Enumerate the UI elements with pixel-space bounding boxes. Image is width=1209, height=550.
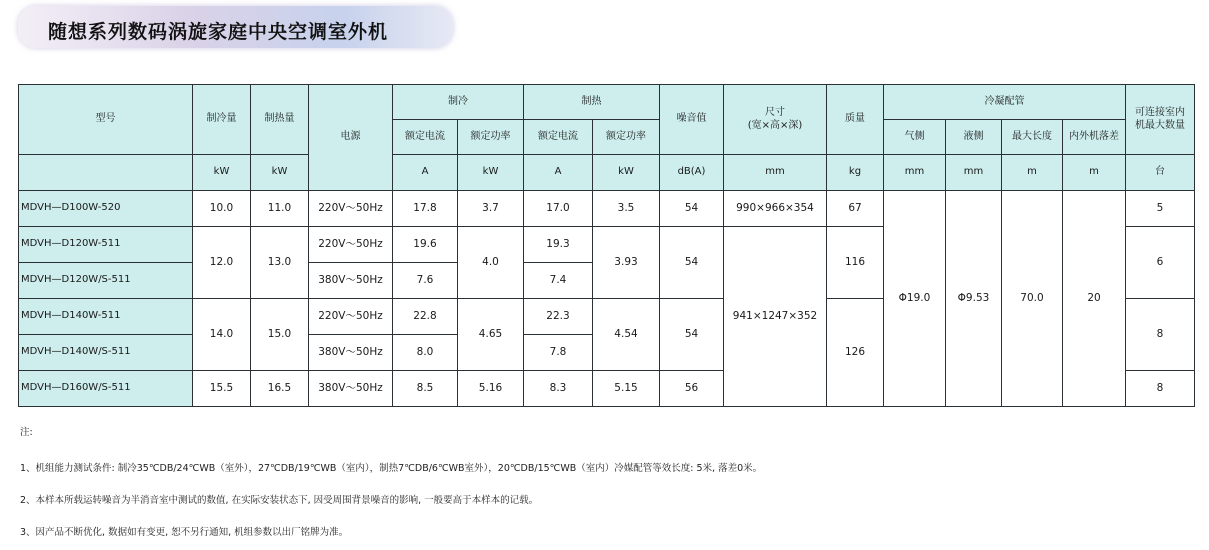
header-cooling-capacity: 制冷量 — [193, 85, 251, 155]
header-dimensions — [724, 85, 827, 155]
header-noise: 噪音值 — [660, 85, 724, 155]
model-cell: MDVH—D120W-511 — [19, 227, 193, 263]
header-gas-side: 气侧 — [884, 120, 946, 155]
header-cool-power: 额定功率 — [458, 120, 524, 155]
header-heating: 制热 — [524, 85, 660, 120]
header-cool-current: 额定电流 — [393, 120, 458, 155]
cool-power-cell: 5.16 — [458, 371, 524, 407]
dimensions-cell: 990×966×354 — [724, 191, 827, 227]
power-cell: 220V～50Hz — [309, 299, 393, 335]
header-height-drop: 内外机落差 — [1063, 120, 1126, 155]
cooling-capacity-cell: 15.5 — [193, 371, 251, 407]
cool-current-cell: 22.8 — [393, 299, 458, 335]
weight-cell: 126 — [827, 299, 884, 407]
notes-label: 注: — [20, 427, 33, 438]
header-power: 电源 — [309, 85, 393, 191]
unit-weight: kg — [827, 155, 884, 191]
indoor-count-cell: 8 — [1126, 299, 1195, 371]
spec-table — [18, 84, 1195, 407]
heat-power-cell: 3.93 — [593, 227, 660, 299]
model-cell: MDVH—D120W/S-511 — [19, 263, 193, 299]
indoor-count-cell: 6 — [1126, 227, 1195, 299]
model-cell: MDVH—D140W-511 — [19, 299, 193, 335]
gas-side-cell: Φ19.0 — [884, 191, 946, 407]
header-cooling: 制冷 — [393, 85, 524, 120]
unit-model-blank — [19, 155, 193, 191]
heating-capacity-cell: 11.0 — [251, 191, 309, 227]
noise-cell: 54 — [660, 191, 724, 227]
note-1: 1、机组能力测试条件: 制冷35℃DB/24℃WB（室外），27℃DB/19℃WB（室内），制热7℃DB/6℃WB室外），20℃DB/15℃WB（室内）冷媒配管等效长度: 5米, 落差0米。 — [20, 463, 763, 474]
cool-current-cell: 19.6 — [393, 227, 458, 263]
heat-current-cell: 22.3 — [524, 299, 593, 335]
unit-drop: m — [1063, 155, 1126, 191]
unit-heating-capacity: kW — [251, 155, 309, 191]
header-piping: 冷凝配管 — [884, 85, 1126, 120]
header-heating-capacity: 制热量 — [251, 85, 309, 155]
model-cell: MDVH—D140W/S-511 — [19, 335, 193, 371]
header-model: 型号 — [19, 85, 193, 155]
heating-capacity-cell: 16.5 — [251, 371, 309, 407]
heating-capacity-cell: 15.0 — [251, 299, 309, 371]
power-cell: 220V～50Hz — [309, 227, 393, 263]
heat-power-cell: 5.15 — [593, 371, 660, 407]
header-max-length: 最大长度 — [1002, 120, 1063, 155]
cooling-capacity-cell: 10.0 — [193, 191, 251, 227]
power-cell: 380V～50Hz — [309, 371, 393, 407]
heat-current-cell: 7.8 — [524, 335, 593, 371]
header-weight: 质量 — [827, 85, 884, 155]
unit-cool-current: A — [393, 155, 458, 191]
unit-max-length: m — [1002, 155, 1063, 191]
indoor-count-cell: 5 — [1126, 191, 1195, 227]
heat-current-cell: 7.4 — [524, 263, 593, 299]
header-liquid-side: 液侧 — [946, 120, 1002, 155]
unit-cooling-capacity: kW — [193, 155, 251, 191]
indoor-count-cell: 8 — [1126, 371, 1195, 407]
note-2: 2、本样本所载运转噪音为半消音室中测试的数值, 在实际安装状态下, 因受周围背景噪音的影响, 一般要高于本样本的记载。 — [20, 495, 539, 506]
noise-cell: 54 — [660, 299, 724, 371]
liquid-side-cell: Φ9.53 — [946, 191, 1002, 407]
weight-cell: 67 — [827, 191, 884, 227]
heat-current-cell: 8.3 — [524, 371, 593, 407]
cool-power-cell: 4.0 — [458, 227, 524, 299]
cool-current-cell: 8.5 — [393, 371, 458, 407]
cool-current-cell: 17.8 — [393, 191, 458, 227]
unit-heat-power: kW — [593, 155, 660, 191]
header-max-indoor-line2: 机最大数量 — [1135, 119, 1185, 131]
unit-gas: mm — [884, 155, 946, 191]
noise-cell: 54 — [660, 227, 724, 299]
header-max-indoor — [1126, 85, 1195, 155]
unit-heat-current: A — [524, 155, 593, 191]
cooling-capacity-cell: 12.0 — [193, 227, 251, 299]
header-dimensions-line1: 尺寸 — [765, 107, 785, 118]
cool-power-cell: 4.65 — [458, 299, 524, 371]
max-length-cell: 70.0 — [1002, 191, 1063, 407]
heat-current-cell: 17.0 — [524, 191, 593, 227]
model-cell: MDVH—D100W-520 — [19, 191, 193, 227]
header-dimensions-line2: (宽×高×深) — [747, 119, 803, 131]
cool-power-cell: 3.7 — [458, 191, 524, 227]
heating-capacity-cell: 13.0 — [251, 227, 309, 299]
unit-liquid: mm — [946, 155, 1002, 191]
unit-dimensions: mm — [724, 155, 827, 191]
cooling-capacity-cell: 14.0 — [193, 299, 251, 371]
heat-power-cell: 3.5 — [593, 191, 660, 227]
dimensions-cell: 941×1247×352 — [724, 227, 827, 407]
table-row — [19, 191, 1195, 227]
page-title: 随想系列数码涡旋家庭中央空调室外机 — [48, 21, 389, 43]
heat-power-cell: 4.54 — [593, 299, 660, 371]
cool-current-cell: 8.0 — [393, 335, 458, 371]
power-cell: 380V～50Hz — [309, 263, 393, 299]
height-drop-cell: 20 — [1063, 191, 1126, 407]
unit-cool-power: kW — [458, 155, 524, 191]
note-3: 3、因产品不断优化, 数据如有变更, 恕不另行通知, 机组参数以出厂铭牌为准。 — [20, 527, 349, 538]
header-heat-current: 额定电流 — [524, 120, 593, 155]
header-heat-power: 额定功率 — [593, 120, 660, 155]
unit-noise: dB(A) — [660, 155, 724, 191]
model-cell: MDVH—D160W/S-511 — [19, 371, 193, 407]
cool-current-cell: 7.6 — [393, 263, 458, 299]
unit-indoor-count: 台 — [1126, 155, 1195, 191]
power-cell: 380V～50Hz — [309, 335, 393, 371]
weight-cell: 116 — [827, 227, 884, 299]
heat-current-cell: 19.3 — [524, 227, 593, 263]
power-cell: 220V～50Hz — [309, 191, 393, 227]
noise-cell: 56 — [660, 371, 724, 407]
header-max-indoor-line1: 可连接室内 — [1135, 107, 1185, 118]
